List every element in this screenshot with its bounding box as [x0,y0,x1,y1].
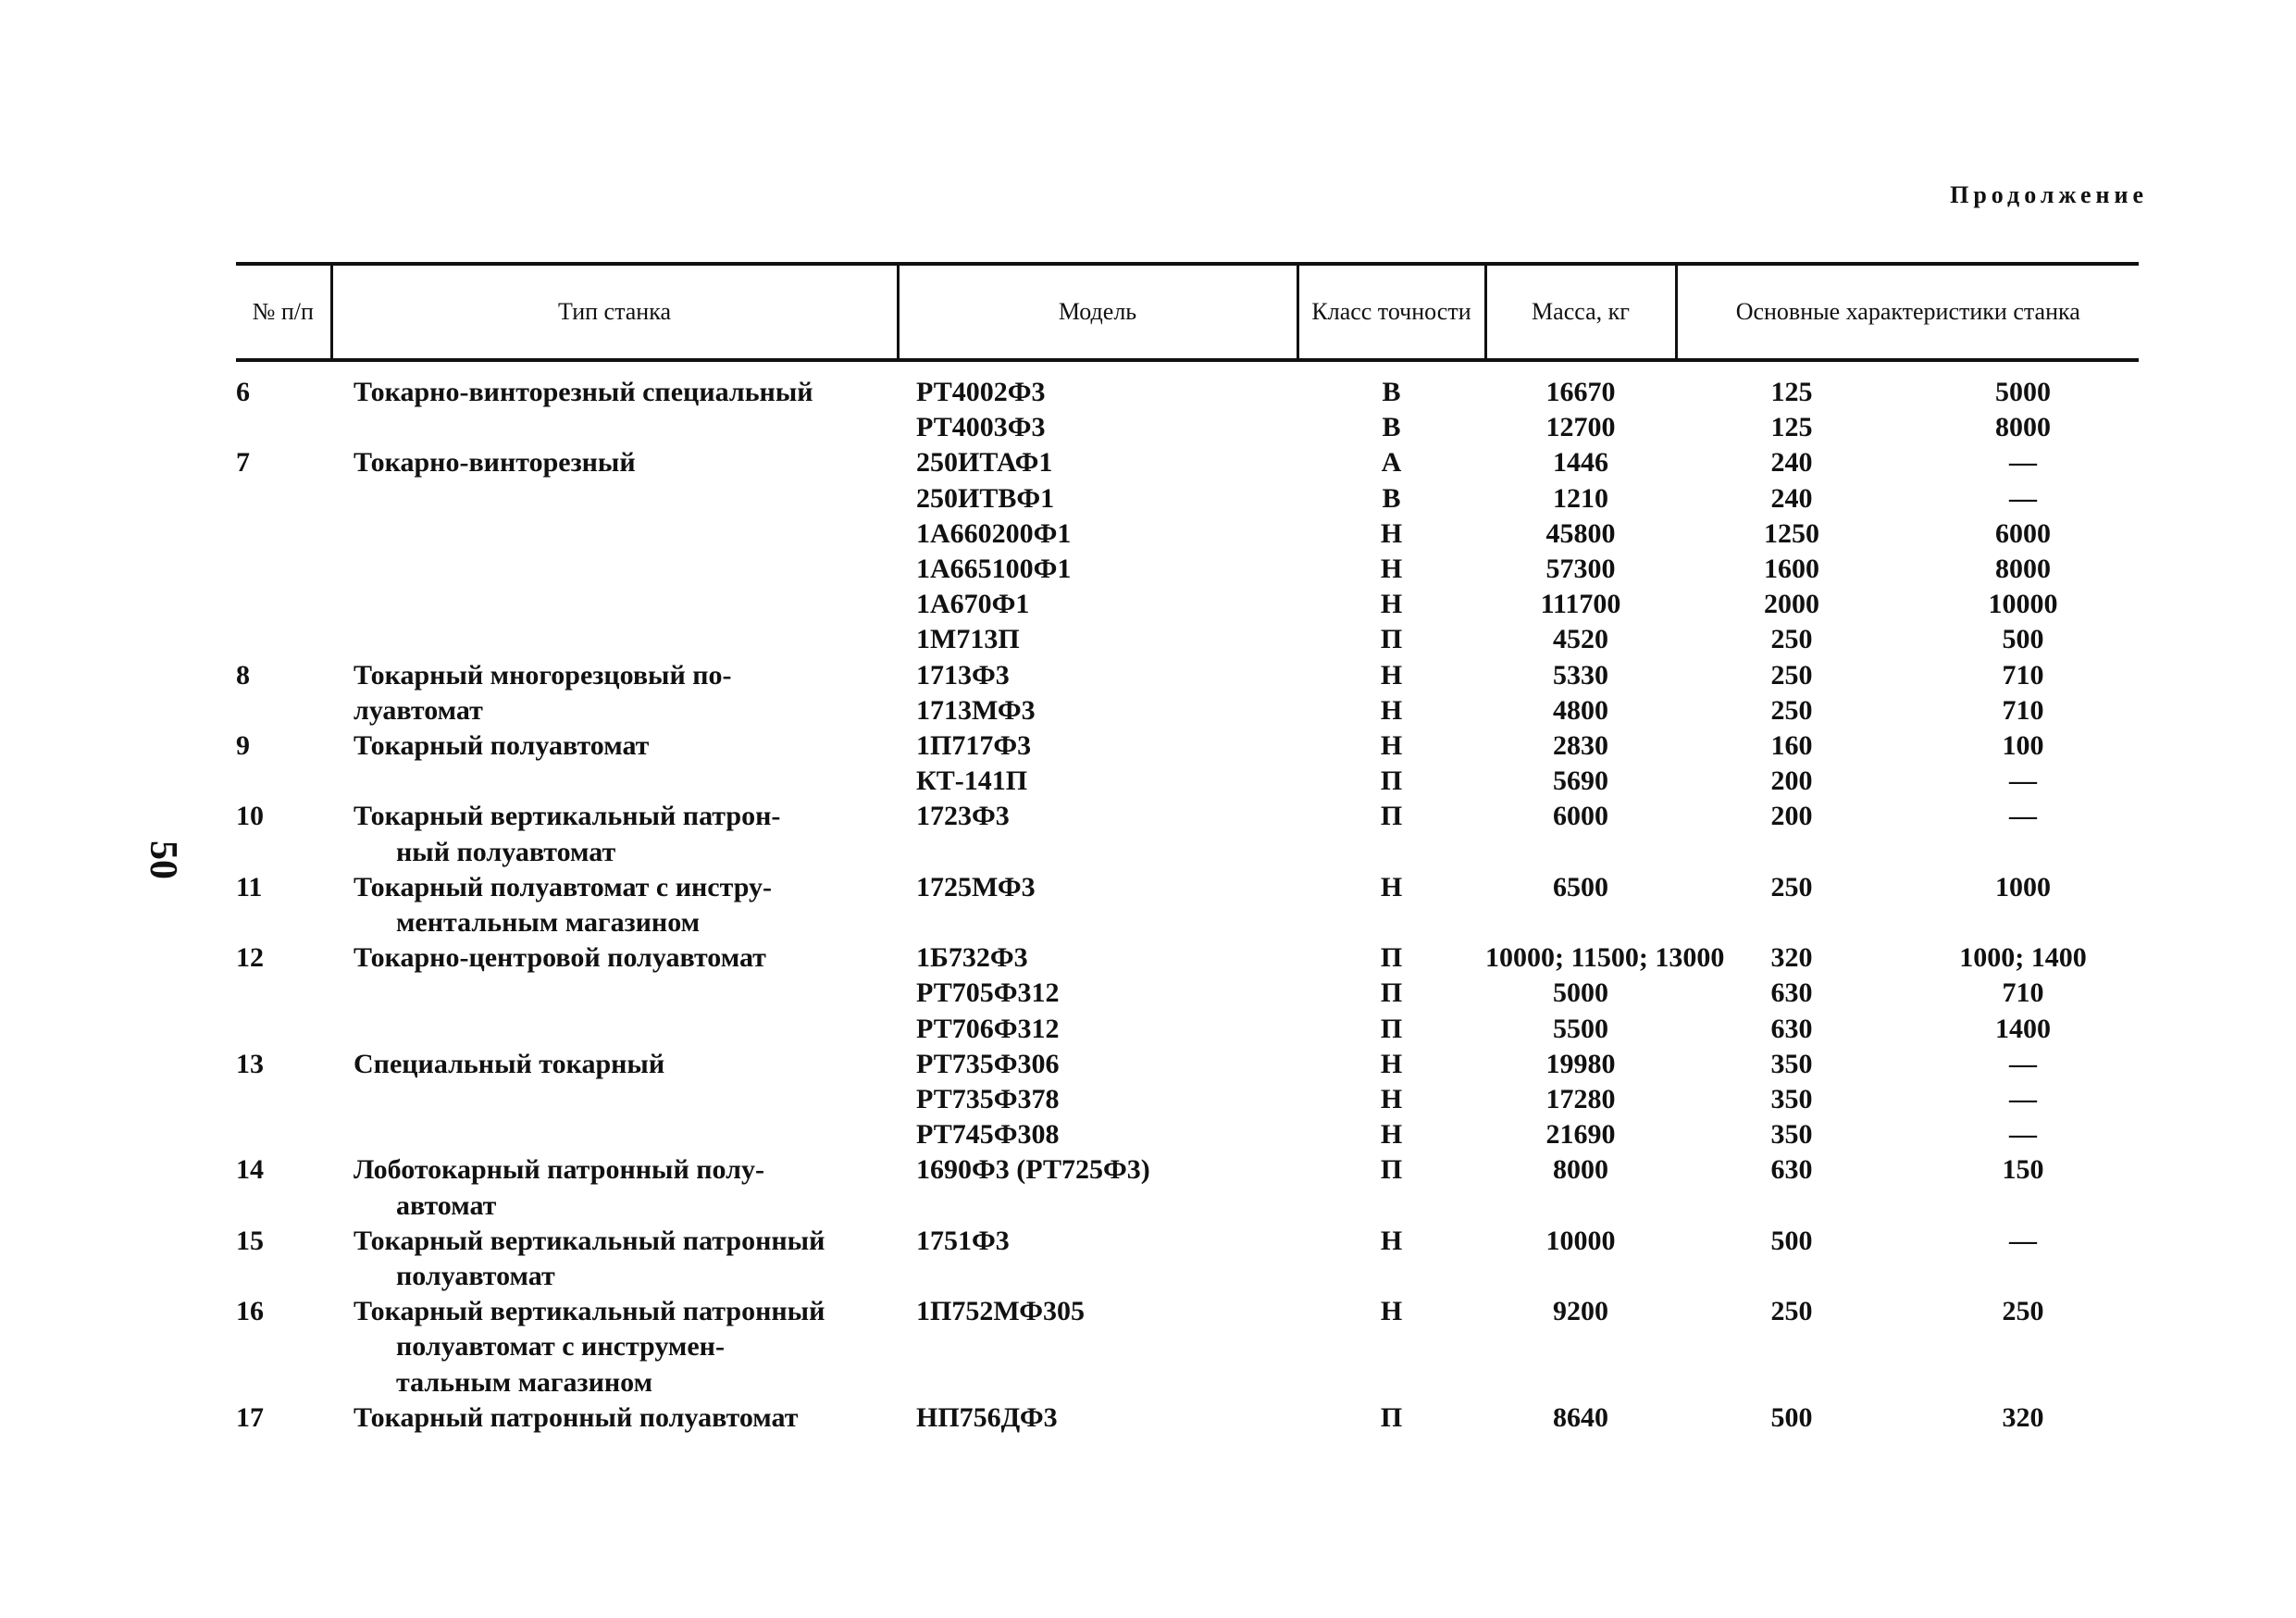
header-model: Модель [898,264,1297,360]
table-row [236,728,2139,764]
row-mass: 6000 [1553,801,1608,832]
row-characteristic-2: — [2009,801,2037,832]
row-characteristic-1: 250 [1770,624,1813,655]
table-row [236,1117,2139,1152]
row-mass: 45800 [1545,517,1616,549]
row-model: 1А670Ф1 [916,589,1030,620]
machine-type-line: Лоботокарный патронный полу- [354,1154,764,1186]
row-model: 1П752МФ305 [916,1296,1086,1327]
row-number [236,481,331,517]
row-characteristic-2: 150 [2002,1154,2044,1186]
row-accuracy-class: П [1380,801,1403,832]
continuation-label: Продолжение [1950,181,2148,208]
row-mass: 4520 [1553,624,1608,655]
row-accuracy-class: Н [1380,730,1403,762]
machine-type-line: Токарно-винторезный специальный [354,377,813,407]
table-row [236,552,2139,587]
row-accuracy-class: П [1380,1401,1403,1433]
row-mass: 6500 [1553,871,1608,902]
row-characteristic-2: 1000; 1400 [1959,942,2087,974]
row-number [236,1117,331,1152]
header-accuracy-class: Класс точности [1297,264,1485,360]
row-mass: 5500 [1553,1013,1608,1044]
row-characteristic-1: 200 [1770,765,1813,797]
row-number: 6 [236,377,250,407]
row-machine-type [331,445,898,480]
row-model: 1723Ф3 [916,801,1010,832]
row-characteristic-2: 6000 [1995,517,2051,549]
header-number: № п/п [236,264,331,360]
row-characteristic-1: 500 [1770,1401,1813,1433]
table-row [236,622,2139,657]
machine-type-line: луавтомат [354,694,483,726]
row-mass: 5690 [1553,765,1608,797]
row-accuracy-class: Н [1380,1296,1403,1327]
table-row [236,976,2139,1011]
row-machine-type [331,764,898,799]
table-row [236,1400,2139,1436]
row-model: 250ИТАФ1 [916,447,1053,479]
row-model: 1А665100Ф1 [916,554,1072,585]
row-machine-type [331,481,898,517]
row-model: 1725МФ3 [916,871,1036,902]
row-accuracy-class: П [1380,1154,1403,1186]
row-characteristic-1: 125 [1770,412,1813,443]
row-accuracy-class: П [1380,1013,1403,1044]
row-characteristic-1: 200 [1770,801,1813,832]
row-accuracy-class: Н [1380,1225,1403,1256]
machine-type-line: Токарный полуавтомат с инстру- [354,871,772,902]
row-accuracy-class: Н [1380,589,1403,620]
machine-type-line: Токарно-центровой полуавтомат [354,942,766,974]
row-accuracy-class: Н [1380,554,1403,585]
row-number [236,764,331,799]
table-row [236,1152,2139,1223]
row-number: 17 [236,1401,264,1433]
row-machine-type [331,658,898,693]
row-machine-type [331,1082,898,1117]
row-characteristic-1: 500 [1770,1225,1813,1256]
row-model: 1690Ф3 (РТ725Ф3) [916,1154,1150,1186]
row-number: 9 [236,730,250,762]
row-machine-type [331,870,898,940]
row-accuracy-class: Н [1380,871,1403,902]
row-number: 7 [236,447,250,479]
row-machine-type [331,693,898,728]
row-number [236,693,331,728]
row-accuracy-class: В [1382,482,1401,514]
row-machine-type [331,410,898,445]
row-characteristic-1: 125 [1770,377,1813,407]
row-number [236,1082,331,1117]
row-mass: 21690 [1545,1119,1616,1151]
row-mass: 1210 [1553,482,1608,514]
row-characteristic-1: 1250 [1764,517,1819,549]
row-accuracy-class: Н [1380,1048,1403,1079]
machine-type-line: Токарный вертикальный патронный [354,1296,825,1327]
machine-type-line: Токарный вертикальный патрон- [354,801,781,832]
row-machine-type [331,1012,898,1047]
row-accuracy-class: Н [1380,1084,1403,1115]
row-number: 11 [236,871,263,902]
row-characteristic-2: 100 [2002,730,2044,762]
row-mass: 5000 [1553,977,1608,1009]
row-characteristic-1: 250 [1770,871,1813,902]
row-model: 1Б732Ф3 [916,942,1028,974]
row-characteristic-2: 500 [2002,624,2044,655]
row-number: 16 [236,1296,264,1327]
row-accuracy-class: П [1380,977,1403,1009]
row-number: 12 [236,942,264,974]
row-characteristic-1: 250 [1770,1296,1813,1327]
row-mass: 17280 [1545,1084,1616,1115]
header-mass: Масса, кг [1485,264,1676,360]
row-model: 1А660200Ф1 [916,517,1072,549]
table-body [236,360,2139,1436]
row-mass: 19980 [1545,1048,1616,1079]
machine-type-line: Токарный многорезцовый по- [354,659,732,691]
row-characteristic-1: 1600 [1764,554,1819,585]
machine-type-line: Токарный патронный полуавтомат [354,1401,799,1433]
row-characteristic-1: 160 [1770,730,1813,762]
row-model: РТ745Ф308 [916,1119,1060,1151]
machine-type-line: полуавтомат с инструмен- [396,1331,725,1363]
row-characteristic-2: 10000 [1988,589,2058,620]
row-characteristic-2: — [2009,1048,2037,1079]
row-number: 13 [236,1048,264,1079]
table-row [236,360,2139,410]
row-model: РТ4003Ф3 [916,412,1046,443]
table-row [236,587,2139,622]
row-number [236,1012,331,1047]
row-number [236,410,331,445]
row-characteristic-2: — [2009,1225,2037,1256]
row-mass: 5330 [1553,659,1608,691]
row-number [236,517,331,552]
table-row [236,481,2139,517]
table-row [236,1082,2139,1117]
row-number [236,552,331,587]
row-model: 1713Ф3 [916,659,1010,691]
row-characteristic-1: 630 [1770,1154,1813,1186]
row-accuracy-class: В [1382,377,1401,407]
row-characteristic-1: 350 [1770,1084,1813,1115]
row-characteristic-2: 250 [2002,1296,2044,1327]
row-number: 15 [236,1225,264,1256]
row-characteristic-2: — [2009,482,2037,514]
row-characteristic-1: 350 [1770,1119,1813,1151]
table-header [236,264,2139,360]
row-mass: 16670 [1545,377,1616,407]
row-characteristic-1: 250 [1770,659,1813,691]
row-number [236,976,331,1011]
machine-type-line: Специальный токарный [354,1048,665,1079]
row-characteristic-1: 250 [1770,694,1813,726]
row-machine-type [331,517,898,552]
row-model: 250ИТВФ1 [916,482,1055,514]
row-number [236,622,331,657]
row-model: РТ4002Ф3 [916,377,1046,407]
row-model: РТ735Ф306 [916,1048,1060,1079]
row-characteristic-2: 1400 [1995,1013,2051,1044]
table-row [236,517,2139,552]
row-mass: 8000 [1553,1154,1608,1186]
row-characteristic-2: 320 [2002,1401,2044,1433]
row-machine-type [331,360,898,410]
machine-type-line: полуавтомат [396,1261,555,1292]
row-accuracy-class: Н [1380,694,1403,726]
row-accuracy-class: Н [1380,1119,1403,1151]
row-characteristic-2: 710 [2002,659,2044,691]
row-model: 1751Ф3 [916,1225,1010,1256]
row-model: РТ705Ф312 [916,977,1060,1009]
row-number [236,587,331,622]
row-mass: 8640 [1553,1401,1608,1433]
row-model: 1М713П [916,624,1020,655]
row-model: НП756ДФ3 [916,1401,1058,1433]
row-model: РТ735Ф378 [916,1084,1060,1115]
row-model: КТ-141П [916,765,1028,797]
row-characteristic-2: 8000 [1995,554,2051,585]
row-characteristic-2: 710 [2002,694,2044,726]
machine-type-line: Токарно-винторезный [354,447,636,479]
row-accuracy-class: П [1380,765,1403,797]
row-characteristic-2: 5000 [1995,377,2051,407]
row-machine-type [331,1047,898,1082]
row-machine-type [331,1224,898,1294]
row-machine-type [331,1117,898,1152]
machine-type-line: автомат [396,1189,497,1221]
table-row [236,1012,2139,1047]
row-machine-type [331,1152,898,1223]
row-mass: 111700 [1540,589,1621,620]
row-machine-type [331,728,898,764]
row-characteristic-1: 2000 [1764,589,1819,620]
row-number: 8 [236,659,250,691]
row-mass: 1446 [1553,447,1608,479]
table-row [236,870,2139,940]
row-characteristic-2: 8000 [1995,412,2051,443]
row-characteristic-2: 1000 [1995,871,2051,902]
row-machine-type [331,622,898,657]
table-row [236,799,2139,869]
table-row [236,764,2139,799]
row-number: 10 [236,801,264,832]
table-row [236,940,2139,976]
row-characteristic-2: — [2009,447,2037,479]
header-type: Тип станка [331,264,898,360]
row-characteristic-2: — [2009,765,2037,797]
row-accuracy-class: П [1380,624,1403,655]
row-characteristic-1: 320 [1770,942,1813,974]
table-row [236,1294,2139,1400]
row-model: 1713МФ3 [916,694,1036,726]
row-machine-type [331,940,898,976]
machine-type-line: тальным магазином [396,1366,653,1398]
row-characteristic-1: 630 [1770,1013,1813,1044]
machine-type-line: ментальным магазином [396,907,701,939]
row-characteristic-1: 240 [1770,482,1813,514]
row-accuracy-class: Н [1380,659,1403,691]
row-mass: 12700 [1545,412,1616,443]
table-row [236,410,2139,445]
row-characteristic-2: — [2009,1084,2037,1115]
row-characteristic-1: 240 [1770,447,1813,479]
row-mass: 57300 [1545,554,1616,585]
row-characteristic-1: 630 [1770,977,1813,1009]
row-mass: 10000; 11500; 13000 [1485,942,1725,974]
row-model: 1П717Ф3 [916,730,1032,762]
machine-type-line: Токарный вертикальный патронный [354,1225,825,1256]
machine-table [236,262,2139,1436]
row-mass: 9200 [1553,1296,1608,1327]
row-model: РТ706Ф312 [916,1013,1060,1044]
machine-type-line: Токарный полуавтомат [354,730,650,762]
table-row [236,445,2139,480]
row-characteristic-2: — [2009,1119,2037,1151]
row-accuracy-class: А [1381,447,1402,479]
row-mass: 4800 [1553,694,1608,726]
row-machine-type [331,799,898,869]
row-machine-type [331,1400,898,1436]
row-machine-type [331,1294,898,1400]
page-number: 50 [142,840,184,879]
row-machine-type [331,587,898,622]
table-row [236,658,2139,693]
row-machine-type [331,552,898,587]
row-characteristic-2: 710 [2002,977,2044,1009]
table-row [236,1047,2139,1082]
table-row [236,1224,2139,1294]
row-mass: 10000 [1545,1225,1616,1256]
machine-type-line: ный полуавтомат [396,836,616,867]
row-characteristic-1: 350 [1770,1048,1813,1079]
row-mass: 2830 [1553,730,1608,762]
header-characteristics: Основные характеристики станка [1676,264,2139,360]
row-accuracy-class: Н [1380,517,1403,549]
row-accuracy-class: В [1382,412,1401,443]
row-accuracy-class: П [1380,942,1403,974]
table-row [236,693,2139,728]
row-number: 14 [236,1154,264,1186]
row-machine-type [331,976,898,1011]
